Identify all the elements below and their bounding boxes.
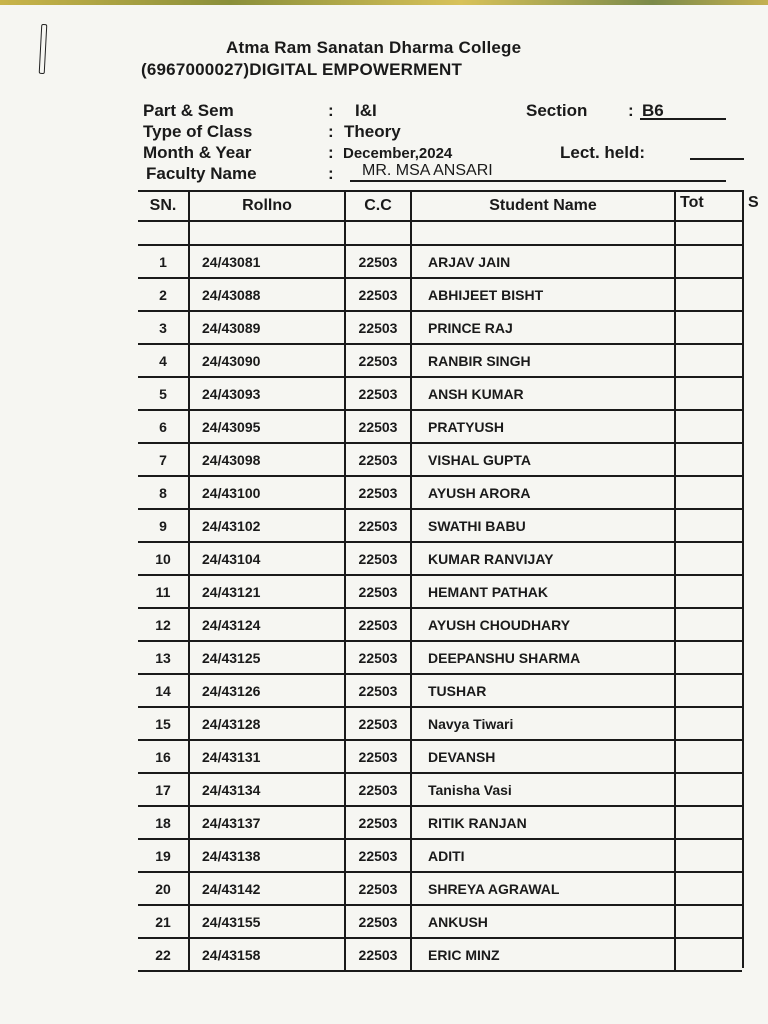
header-tot: Tot	[680, 194, 704, 211]
cc-cell: 22503	[346, 939, 412, 970]
tot-cell	[676, 708, 742, 739]
blank-cell	[676, 222, 742, 244]
lect-held-underline	[690, 158, 744, 160]
cc-cell: 22503	[346, 411, 412, 442]
header-sn: SN.	[138, 192, 190, 220]
colon: :	[328, 143, 334, 162]
rollno-cell: 24/43125	[190, 642, 346, 673]
table-row	[138, 939, 742, 972]
month-year-label: Month & Year	[143, 143, 252, 162]
sn-cell: 3	[138, 312, 190, 343]
student-name-cell: TUSHAR	[412, 675, 676, 706]
tot-cell	[676, 840, 742, 871]
sn-cell: 1	[138, 246, 190, 277]
colon: :	[328, 101, 334, 120]
table-row	[138, 576, 742, 609]
sn-cell: 11	[138, 576, 190, 607]
colon: :	[328, 122, 334, 141]
student-name-cell: HEMANT PATHAK	[412, 576, 676, 607]
rollno-cell: 24/43128	[190, 708, 346, 739]
student-name-cell: Tanisha Vasi	[412, 774, 676, 805]
cc-cell: 22503	[346, 345, 412, 376]
blank-row	[138, 222, 742, 246]
table-row	[138, 675, 742, 708]
tot-cell	[676, 378, 742, 409]
tot-cell	[676, 873, 742, 904]
tot-cell	[676, 312, 742, 343]
cc-cell: 22503	[346, 510, 412, 541]
sn-cell: 8	[138, 477, 190, 508]
tot-cell	[676, 939, 742, 970]
cc-cell: 22503	[346, 444, 412, 475]
month-year-value: December,2024	[343, 145, 453, 162]
sn-cell: 18	[138, 807, 190, 838]
tot-cell	[676, 510, 742, 541]
class-type-value: Theory	[344, 122, 401, 141]
rollno-cell: 24/43098	[190, 444, 346, 475]
tot-cell	[676, 906, 742, 937]
rollno-cell: 24/43104	[190, 543, 346, 574]
cc-cell: 22503	[346, 906, 412, 937]
tot-cell	[676, 444, 742, 475]
table-row	[138, 411, 742, 444]
table-row	[138, 609, 742, 642]
colon: :	[628, 101, 634, 120]
rollno-cell: 24/43095	[190, 411, 346, 442]
sn-cell: 15	[138, 708, 190, 739]
tot-cell	[676, 246, 742, 277]
cc-cell: 22503	[346, 873, 412, 904]
part-sem-label: Part & Sem	[143, 101, 234, 120]
tot-cell	[676, 345, 742, 376]
tot-cell	[676, 411, 742, 442]
sn-cell: 10	[138, 543, 190, 574]
tot-cell	[676, 774, 742, 805]
sn-cell: 17	[138, 774, 190, 805]
cc-cell: 22503	[346, 246, 412, 277]
student-name-cell: ANSH KUMAR	[412, 378, 676, 409]
tot-cell	[676, 807, 742, 838]
scan-top-edge	[0, 0, 768, 5]
student-name-cell: DEVANSH	[412, 741, 676, 772]
student-name-cell: VISHAL GUPTA	[412, 444, 676, 475]
blank-cell	[346, 222, 412, 244]
table-row	[138, 708, 742, 741]
cc-cell: 22503	[346, 543, 412, 574]
course-title: (6967000027)DIGITAL EMPOWERMENT	[141, 60, 463, 79]
table-row	[138, 543, 742, 576]
rollno-cell: 24/43137	[190, 807, 346, 838]
student-name-cell: ADITI	[412, 840, 676, 871]
table-row	[138, 807, 742, 840]
sn-cell: 13	[138, 642, 190, 673]
sn-cell: 21	[138, 906, 190, 937]
student-name-cell: ANKUSH	[412, 906, 676, 937]
cc-cell: 22503	[346, 675, 412, 706]
student-name-cell: AYUSH ARORA	[412, 477, 676, 508]
sn-cell: 7	[138, 444, 190, 475]
tot-cell	[676, 543, 742, 574]
table-row	[138, 840, 742, 873]
sn-cell: 20	[138, 873, 190, 904]
sn-cell: 14	[138, 675, 190, 706]
student-name-cell: ERIC MINZ	[412, 939, 676, 970]
rollno-cell: 24/43134	[190, 774, 346, 805]
colon: :	[328, 164, 334, 183]
faculty-underline	[350, 180, 726, 182]
rollno-cell: 24/43138	[190, 840, 346, 871]
table-row	[138, 906, 742, 939]
cc-cell: 22503	[346, 708, 412, 739]
cc-cell: 22503	[346, 609, 412, 640]
tot-cell	[676, 675, 742, 706]
table-row	[138, 378, 742, 411]
table-row	[138, 345, 742, 378]
tot-cell	[676, 609, 742, 640]
student-name-cell: Navya Tiwari	[412, 708, 676, 739]
section-value: B6	[642, 101, 664, 120]
table-body	[138, 246, 742, 972]
blank-cell	[190, 222, 346, 244]
rollno-cell: 24/43090	[190, 345, 346, 376]
student-name-cell: SWATHI BABU	[412, 510, 676, 541]
blank-cell	[138, 222, 190, 244]
rollno-cell: 24/43155	[190, 906, 346, 937]
cc-cell: 22503	[346, 279, 412, 310]
college-title: Atma Ram Sanatan Dharma College	[226, 38, 522, 57]
tot-cell	[676, 279, 742, 310]
rollno-cell: 24/43102	[190, 510, 346, 541]
table-row	[138, 642, 742, 675]
header-rollno: Rollno	[190, 192, 346, 220]
tot-cell	[676, 576, 742, 607]
table-row	[138, 477, 742, 510]
cc-cell: 22503	[346, 378, 412, 409]
sn-cell: 22	[138, 939, 190, 970]
rollno-cell: 24/43126	[190, 675, 346, 706]
table-row	[138, 873, 742, 906]
rollno-cell: 24/43131	[190, 741, 346, 772]
student-name-cell: KUMAR RANVIJAY	[412, 543, 676, 574]
faculty-value: MR. MSA ANSARI	[362, 162, 493, 179]
student-name-cell: SHREYA AGRAWAL	[412, 873, 676, 904]
rollno-cell: 24/43093	[190, 378, 346, 409]
student-name-cell: AYUSH CHOUDHARY	[412, 609, 676, 640]
table-row	[138, 741, 742, 774]
rollno-cell: 24/43142	[190, 873, 346, 904]
sn-cell: 4	[138, 345, 190, 376]
table-row	[138, 246, 742, 279]
class-type-label: Type of Class	[143, 122, 253, 141]
sn-cell: 12	[138, 609, 190, 640]
tot-cell	[676, 642, 742, 673]
cut-off-header: S	[748, 194, 759, 211]
cc-cell: 22503	[346, 576, 412, 607]
cc-cell: 22503	[346, 312, 412, 343]
rollno-cell: 24/43081	[190, 246, 346, 277]
cut-off-column	[742, 190, 759, 968]
table-row	[138, 279, 742, 312]
cc-cell: 22503	[346, 840, 412, 871]
table-row	[138, 312, 742, 345]
sn-cell: 5	[138, 378, 190, 409]
section-label: Section	[526, 101, 588, 120]
sn-cell: 16	[138, 741, 190, 772]
rollno-cell: 24/43158	[190, 939, 346, 970]
cc-cell: 22503	[346, 774, 412, 805]
table-row	[138, 510, 742, 543]
tot-cell	[676, 741, 742, 772]
attendance-table	[138, 190, 742, 972]
rollno-cell: 24/43088	[190, 279, 346, 310]
table-row	[138, 774, 742, 807]
part-sem-value: I&I	[355, 101, 377, 120]
table-header	[138, 192, 742, 222]
faculty-label: Faculty Name	[146, 164, 257, 183]
sn-cell: 2	[138, 279, 190, 310]
student-name-cell: PRINCE RAJ	[412, 312, 676, 343]
header-student-name: Student Name	[412, 192, 676, 220]
section-underline	[640, 118, 726, 120]
rollno-cell: 24/43121	[190, 576, 346, 607]
rollno-cell: 24/43124	[190, 609, 346, 640]
student-name-cell: DEEPANSHU SHARMA	[412, 642, 676, 673]
blank-cell	[412, 222, 676, 244]
student-name-cell: RITIK RANJAN	[412, 807, 676, 838]
sn-cell: 19	[138, 840, 190, 871]
rollno-cell: 24/43089	[190, 312, 346, 343]
student-name-cell: RANBIR SINGH	[412, 345, 676, 376]
cc-cell: 22503	[346, 642, 412, 673]
student-name-cell: PRATYUSH	[412, 411, 676, 442]
lect-held-label: Lect. held:	[560, 143, 646, 162]
table-row	[138, 444, 742, 477]
sn-cell: 9	[138, 510, 190, 541]
header-cc: C.C	[346, 192, 412, 220]
cc-cell: 22503	[346, 807, 412, 838]
cc-cell: 22503	[346, 741, 412, 772]
tot-cell	[676, 477, 742, 508]
rollno-cell: 24/43100	[190, 477, 346, 508]
student-name-cell: ABHIJEET BISHT	[412, 279, 676, 310]
margin-pen-mark	[39, 24, 48, 74]
student-name-cell: ARJAV JAIN	[412, 246, 676, 277]
cc-cell: 22503	[346, 477, 412, 508]
sn-cell: 6	[138, 411, 190, 442]
